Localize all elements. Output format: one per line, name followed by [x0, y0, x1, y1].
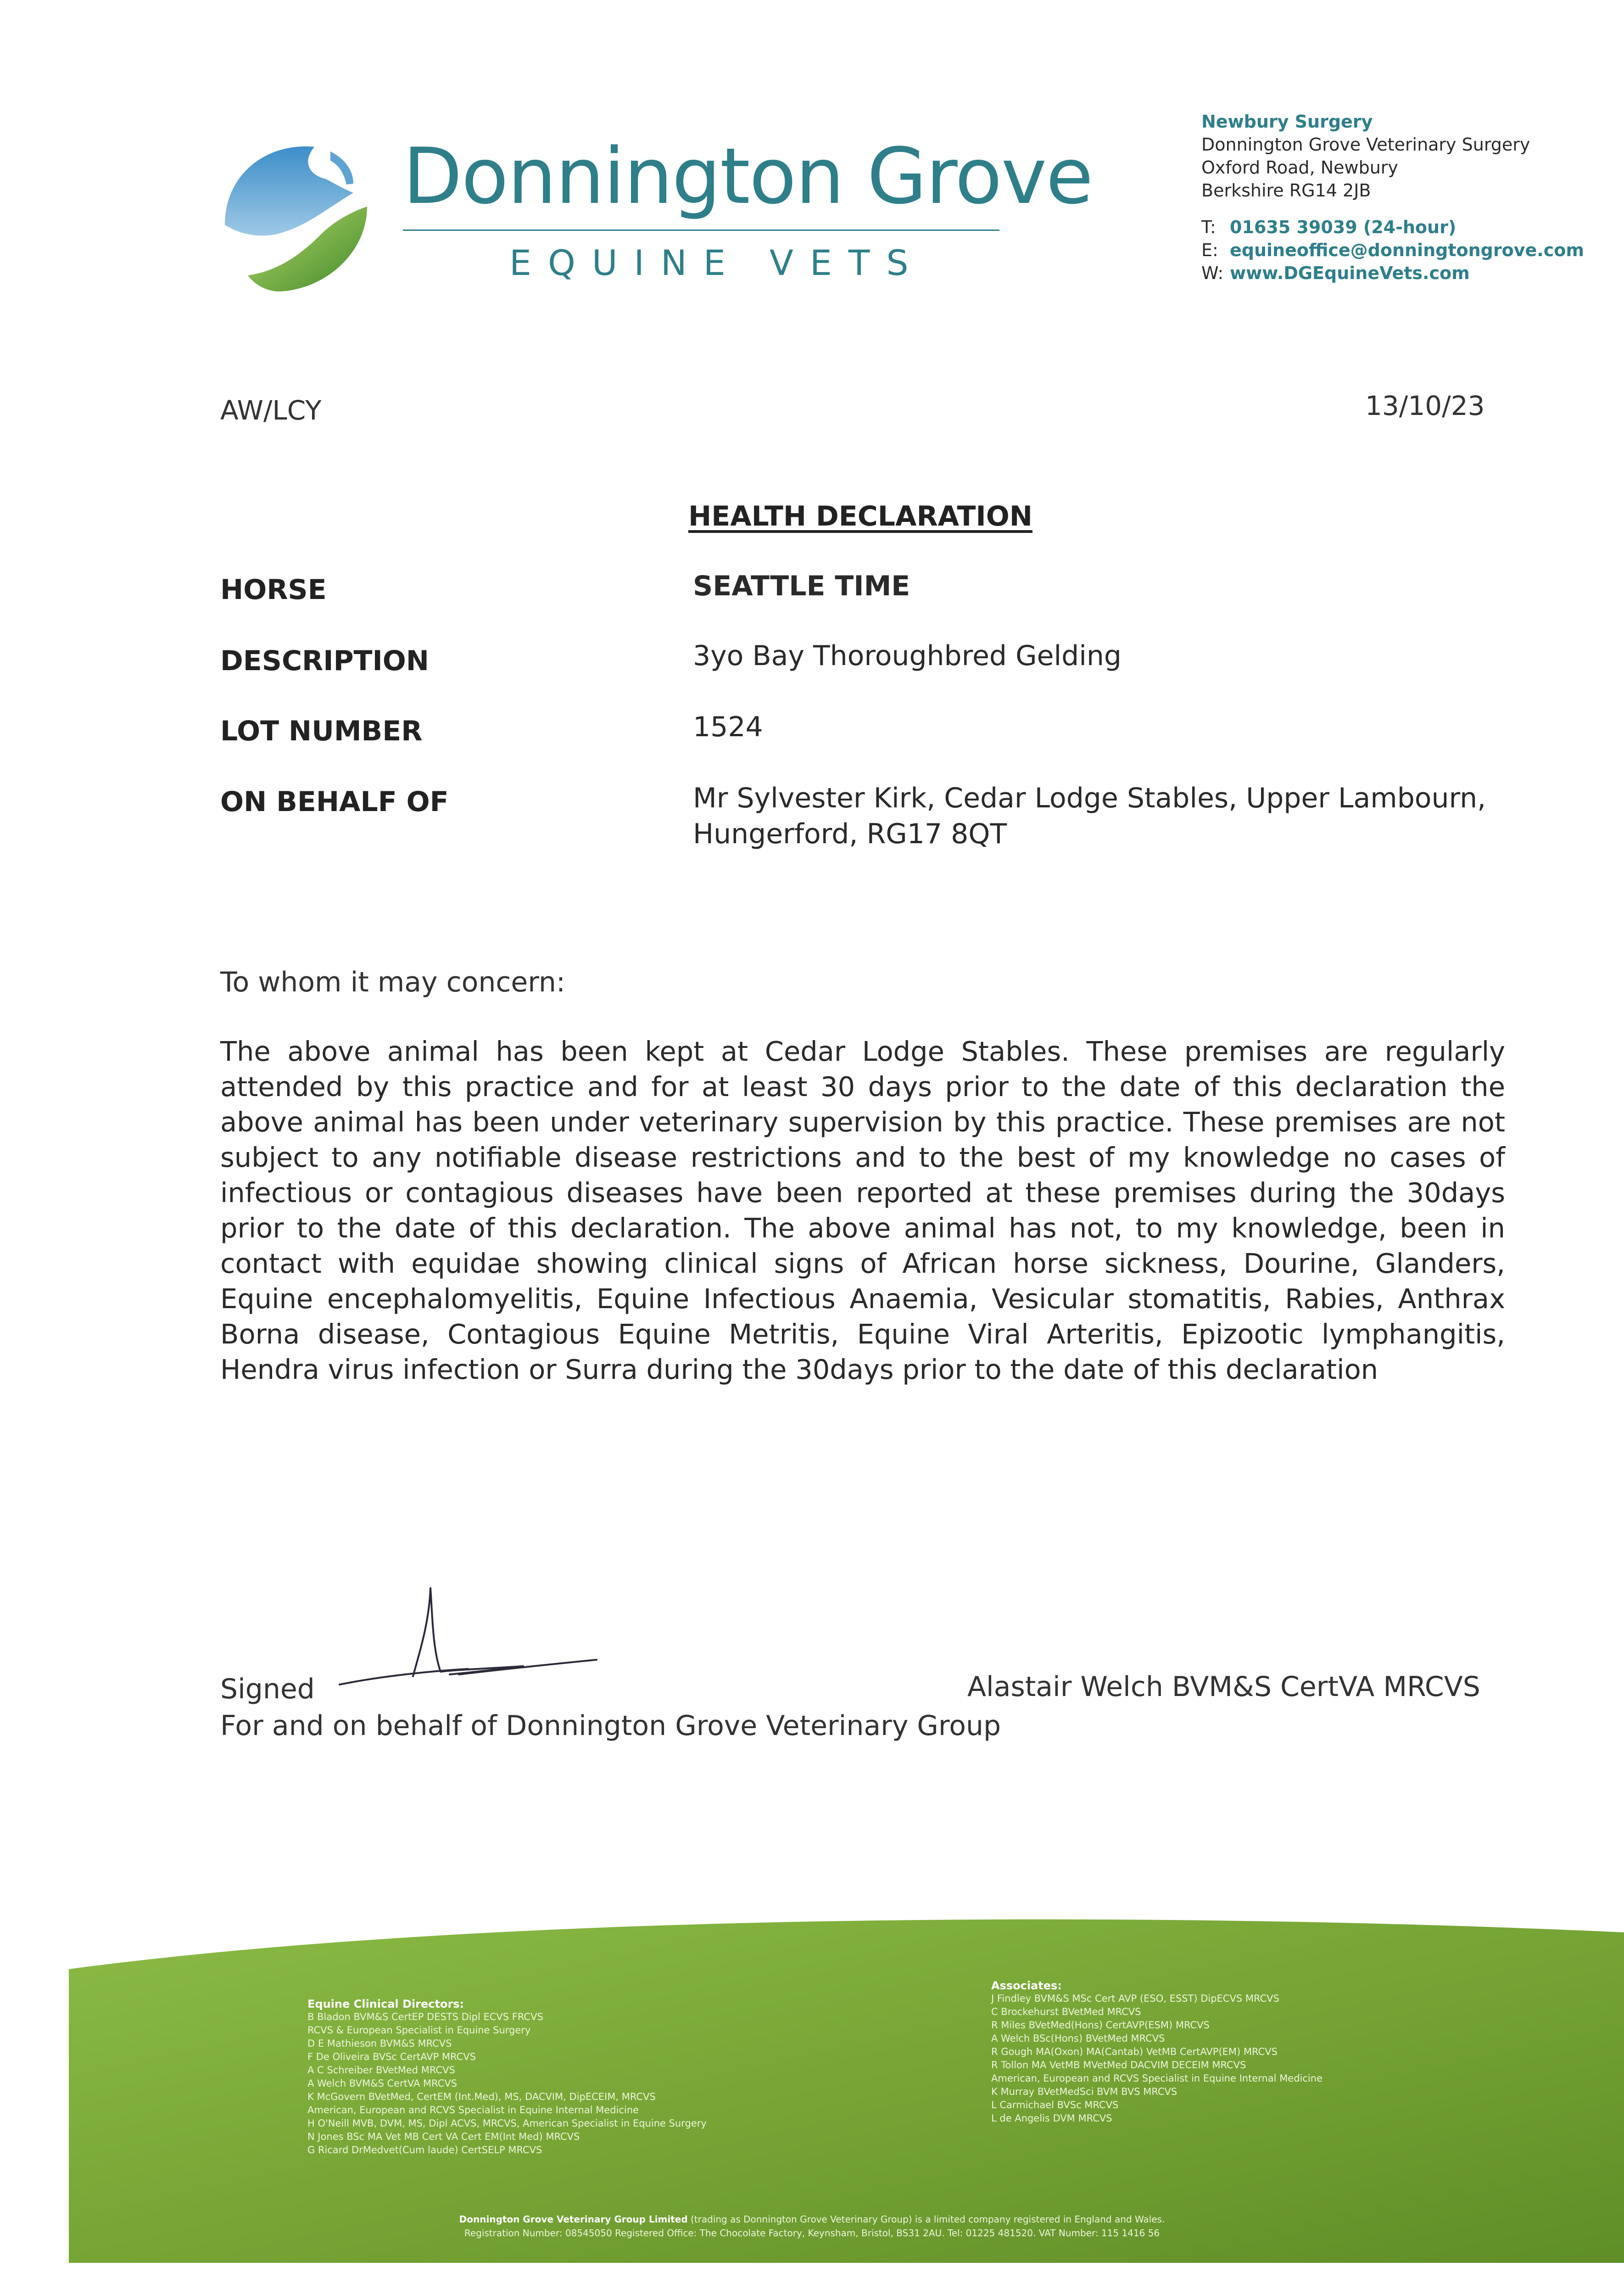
footer-legal — [0, 2212, 1624, 2240]
surgery-name: Newbury Surgery — [1201, 112, 1373, 132]
contact-block — [1201, 216, 1584, 285]
director-line: A Welch BVM&S CertVA MRCVS — [307, 2078, 458, 2089]
associates-heading: Associates: — [991, 1979, 1062, 1992]
document-title: HEALTH DECLARATION — [688, 500, 1032, 532]
director-line: G Ricard DrMedvet(Cum laude) CertSELP MRCVS — [307, 2144, 542, 2155]
director-line: K McGovern BVetMed, CertEM (Int.Med), MS, DACVIM, DipECEIM, MRCVS — [307, 2091, 656, 2102]
director-line: American, European and RCVS Specialist in Equine Internal Medicine — [307, 2105, 639, 2116]
signed-label: Signed — [220, 1673, 315, 1705]
company-name: Donnington Grove Veterinary Group Limited — [459, 2214, 688, 2225]
signature-image — [330, 1579, 615, 1703]
director-line: F De Oliveira BVSc CertAVP MRCVS — [307, 2051, 476, 2062]
field-value-description: 3yo Bay Thoroughbred Gelding — [693, 640, 1122, 672]
greeting: To whom it may concern: — [220, 966, 566, 998]
director-line: N Jones BSc MA Vet MB Cert VA Cert EM(Int Med) MRCVS — [307, 2131, 580, 2142]
contact-email: E: equineoffice@donningtongrove.com — [1201, 240, 1584, 260]
field-value-lot-number: 1524 — [693, 711, 763, 743]
address-line: Berkshire RG14 2JB — [1201, 180, 1371, 201]
legal-line-1: (trading as Donnington Grove Veterinary Group) is a limited company registered in England and Wales. — [691, 2214, 1165, 2225]
associate-line: J Findley BVM&S MSc Cert AVP (ESO, ESST) DipECVS MRCVS — [991, 1993, 1279, 2004]
on-behalf-line: For and on behalf of Donnington Grove Veterinary Group — [220, 1710, 1001, 1742]
field-value-on-behalf-of: Mr Sylvester Kirk, Cedar Lodge Stables, Upper Lambourn, — [693, 782, 1486, 814]
associate-line: K Murray BVetMedSci BVM BVS MRCVS — [991, 2086, 1178, 2097]
field-value-on-behalf-of-line2: Hungerford, RG17 8QT — [693, 818, 1007, 850]
footer-band — [69, 1919, 1624, 2263]
address-line: Donnington Grove Veterinary Surgery — [1201, 134, 1530, 155]
associate-line: C Brockehurst BVetMed MRCVS — [991, 2006, 1141, 2017]
logo-divider — [403, 230, 999, 231]
associate-line: L de Angelis DVM MRCVS — [991, 2113, 1112, 2124]
legal-line-2: Registration Number: 08545050 Registered Office: The Chocolate Factory, Keynsham, Bristol, BS31 2AU. Tel: 01225 481520. VAT Number: 115 1416 56 — [464, 2228, 1160, 2239]
signer-name: Alastair Welch BVM&S CertVA MRCVS — [967, 1671, 1480, 1703]
logo-subtitle: EQUINE VETS — [509, 242, 925, 283]
logo-mark — [216, 133, 372, 298]
director-line: A C Schreiber BVetMed MRCVS — [307, 2065, 455, 2076]
contact-phone: T: 01635 39039 (24-hour) — [1201, 217, 1457, 237]
address-line: Oxford Road, Newbury — [1201, 157, 1398, 178]
director-line: H O'Neill MVB, DVM, MS, Dipl ACVS, MRCVS, American Specialist in Equine Surgery — [307, 2118, 707, 2129]
footer-directors — [307, 1998, 707, 2157]
declaration-body: The above animal has been kept at Cedar Lodge Stables. These premises are regularly attended by this practice and for at least 30 days prior to the date of this declaration the above animal has been under veterinary supervision by this practice. These premises are not subject to any notifiable disease restrictions and to the best of my knowledge no cases of infectious or contagious diseases have been reported at these premises during the 30days prior to the date of this declaration. The above animal has not, to my knowledge, been in contact with equidae showing clinical signs of African horse sickness, Dourine, Glanders, Equine encephalomyelitis, Equine Infectious Anaemia, Vesicular stomatitis, Rabies, Anthrax Borna disease, Contagious Equine Metritis, Equine Viral Arteritis, Epizootic lymphangitis, Hendra virus infection or Surra during the 30days prior to the date of this declaration — [220, 1036, 1505, 1385]
director-line: D E Mathieson BVM&S MRCVS — [307, 2038, 452, 2049]
footer-associates — [991, 1979, 1323, 2125]
directors-heading: Equine Clinical Directors: — [307, 1998, 464, 2010]
associate-line: R Gough MA(Oxon) MA(Cantab) VetMB CertAVP(EM) MRCVS — [991, 2046, 1278, 2057]
field-label-horse: HORSE — [220, 574, 327, 606]
associate-line: A Welch BSc(Hons) BVetMed MRCVS — [991, 2033, 1165, 2044]
field-value-horse: SEATTLE TIME — [693, 570, 910, 602]
address-block — [1201, 110, 1530, 202]
associate-line: L Carmichael BVSc MRCVS — [991, 2099, 1119, 2110]
associate-line: American, European and RCVS Specialist in Equine Internal Medicine — [991, 2073, 1323, 2084]
logo-title: Donnington Grove — [403, 131, 1093, 221]
director-line: B Bladon BVM&S CertEP DESTS Dipl ECVS FRCVS — [307, 2011, 543, 2022]
associate-line: R Tollon MA VetMB MVetMed DACVIM DECEIM MRCVS — [991, 2060, 1246, 2071]
field-label-lot-number: LOT NUMBER — [220, 715, 423, 747]
contact-web: W: www.DGEquineVets.com — [1201, 263, 1470, 283]
field-label-on-behalf-of: ON BEHALF OF — [220, 786, 449, 818]
field-label-description: DESCRIPTION — [220, 645, 430, 677]
reference-code: AW/LCY — [220, 395, 322, 426]
document-date: 13/10/23 — [1365, 390, 1485, 421]
associate-line: R Miles BVetMed(Hons) CertAVP(ESM) MRCVS — [991, 2020, 1210, 2031]
director-line: RCVS & European Specialist in Equine Surgery — [307, 2025, 531, 2036]
